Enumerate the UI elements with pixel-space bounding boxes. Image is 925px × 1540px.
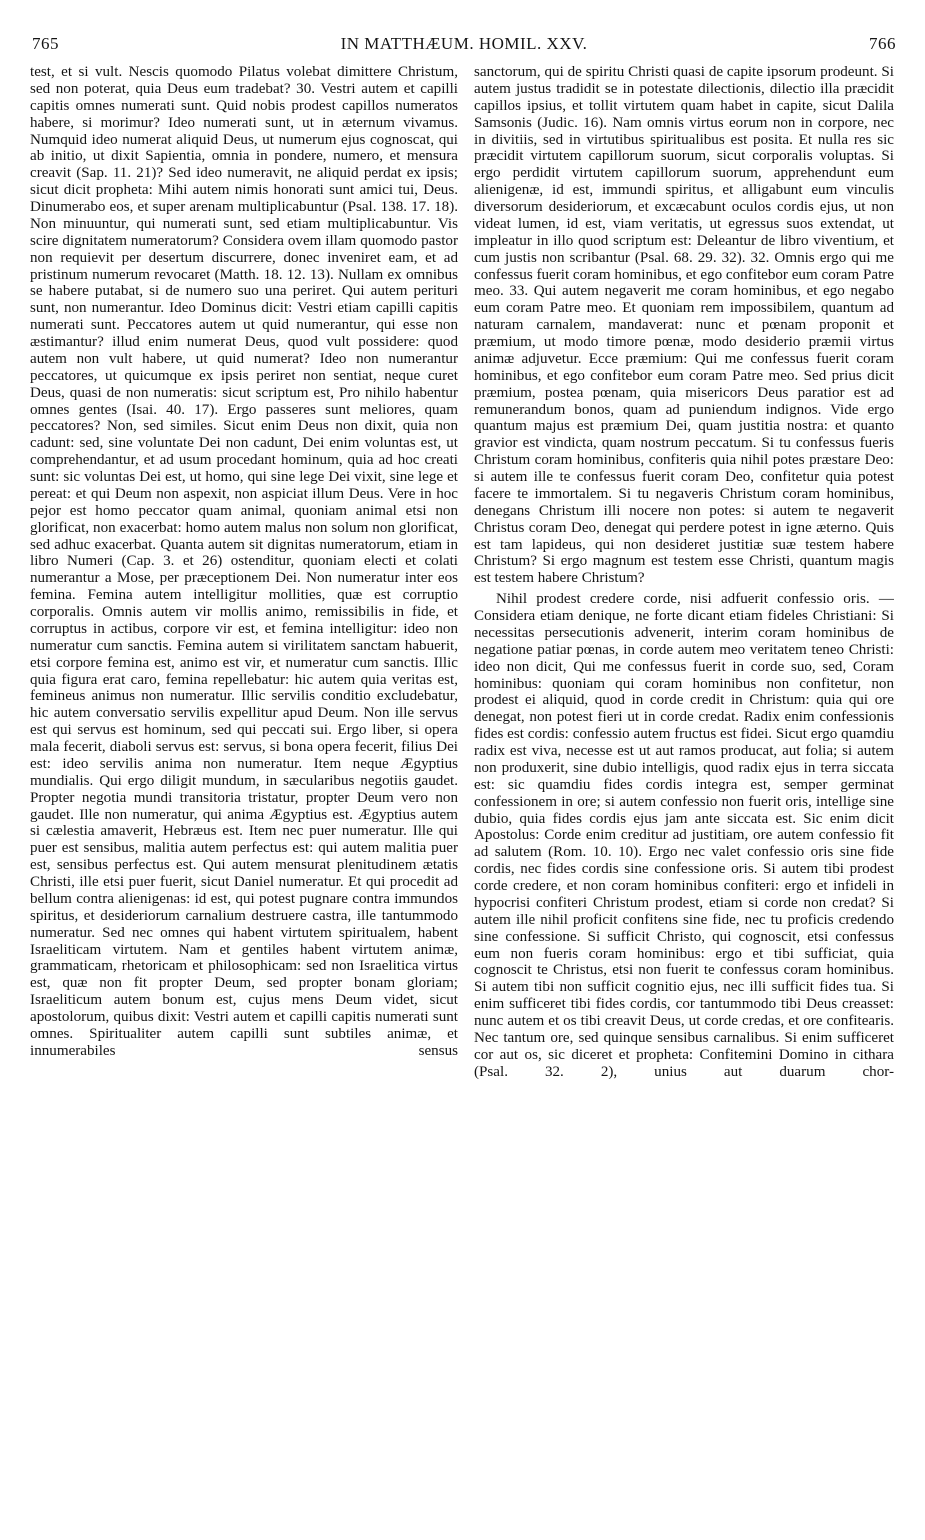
right-column-section-paragraph: Nihil prodest credere corde, nisi adfuerit confessio oris. — Considera etiam denique, ne forte dicant etiam fideles Christiani: Si necessitas persecutionis advenerit, interim coram hominibus de negatione patiar pœnas, in corde autem meo veritatem teneo Christi: ideo non dicit, Qui me confessus fuerit in corde suo, sed, Coram hominibus: quoniam qui coram hominibus non confitetur, non prodest ei aliquid, quod in corde credit in Christum: quia qui ore denegat, non potest fieri ut in corde credat. Radix enim confessionis fides est cordis: confessio autem fructus est fidei. Sicut ergo quamdiu radix est viva, necesse est ut aut ramos producat, aut folia; si autem non produxerit, sine dubio intelligis, quod radix ejus in terra siccata est: sic quamdiu fides cordis integra est, semper germinat confessionem in ore; si autem confessio non fuerit oris, intellige sine dubio, quia fides cordis ejus jam ante siccata est. Sic enim dicit Apostolus: Corde enim creditur ad justitiam, ore autem confessio fit ad salutem (Rom. 10. 10). Ergo nec valet confessio oris sine fide cordis, nec fides cordis sine confessione oris. Si autem tibi prodest corde credere, et non coram hominibus confiteri: ergo et infideli in hypocrisi confiteri Christum prodest, etiam si corde non credat? Si autem ille nihil proficit confitens sine fide, nec tu proficis credendo sine confessione. Si sufficit Christo, qui cognoscit, etsi confessus eum non fueris coram hominibus: ergo et tibi sufficiat, quia cognoscit te Christus, etsi non fuerit te confessus coram hominibus. Si autem tibi non sufficit cognitio ejus, nec illi sufficit fides tua. Si enim sufficeret tibi fides cordis, cor tantummodo tibi Deus creasset: nunc autem et os tibi creavit Deus, ut corde credas, et ore confitearis. Nec tantum ore, sed quinque sensibus carnalibus. Si enim sufficeret cor aut os, sic diceret et propheta: Confitemini Domino in cithara (Psal. 32. 2), unius aut duarum chor- xyxy=(474,591,894,1080)
running-title: IN MATTHÆUM. HOMIL. XXV. xyxy=(340,34,588,53)
page-number-right: 766 xyxy=(869,34,896,53)
running-header xyxy=(32,34,896,56)
page-number-left: 765 xyxy=(32,34,59,53)
right-column xyxy=(474,64,894,1526)
left-column-paragraph: test, et si vult. Nescis quomodo Pilatus volebat dimittere Christum, sed non poterat, quia Deus eum tradebat? 30. Vestri autem et capilli capitis omnes numerati sunt. Quid nobis prodest capillos numeratos habere, si morimur? Ideo numerati sunt, ut in æternum vivamus. Numquid ideo numerat aliquid Deus, ut numerum ejus cognoscat, qui ab initio, ut dixit Sapientia, omnia in pondere, numero, et mensura creavit (Sap. 11. 21)? Sed ideo numeravit, ne aliquid perdat ex ipsis; sicut dicit propheta: Mihi autem nimis honorati sunt amici tui, Deus. Dinumerabo eos, et super arenam multiplicabuntur (Psal. 138. 17. 18). Non minuuntur, qui numerati sunt, sed etiam multiplicabuntur. Vis scire dignitatem numeratorum? Considera ovem illam quomodo pastor non requievit per desertum discurrere, donec inveniret eam, et ad pristinum numerum revocaret (Matth. 18. 12. 13). Nullam ex omnibus se habere putabat, si de numero suo una periret. Qui autem perituri sunt, non numerantur. Ideo Dominus dicit: Vestri etiam capilli capitis numerati sunt. Peccatores autem ut quid numerantur, qui esse non æstimantur? illud enim numerat Deus, quod vult possidere: quod autem non vult habere, ut quid numerat? Ideo non numerantur peccatores, ut quicumque ex ipsis periret non sentiat, neque curet Deus, quasi de non numeratis: sicut scriptum est, Pro nihilo habentur omnes gentes (Isai. 40. 17). Ergo passeres sunt meliores, quam peccatores? Non, sed similes. Sicut enim Deus non dixit, quia non cadunt: sed, sine voluntate Dei non cadunt, Dei enim voluntas est, ut comprehendantur, et ad usum procedant hominum, quia ad hoc creati sunt: sic voluntas Dei est, ut homo, qui sine lege Dei vixit, sine lege et pereat: et qui Deum non aspexit, non aspiciat illum Deus. Vere in hoc pejor est homo peccator quam animal, quoniam animal etsi non glorificat, non exacerbat: homo autem malus non solum non glorificat, sed adhuc exacerbat. Quanta autem sit dignitas numeratorum, etiam in libro Numeri (Cap. 3. et 26) ostenditur, quoniam electi et colati numerantur a Mose, per præceptionem Dei. Non numeratur inter eos femina. Femina autem intelligitur mollities, quæ est corruptio corporalis. Omnis autem vir mollis animo, remissibilis in fide, et corruptus in actibus, corpore vir est, et femina intelligitur: ideo non numeratur cum sanctis. Femina autem si virilitatem sanctam habuerit, etsi corpore femina est, animo est vir, et numeratur cum sanctis. Illic quia figura erat caro, femina repellebatur: hic autem quia veritas est, femineus animus non numeratur. Illic servilis conditio excludebatur, hic autem conversatio servilis expellitur apud Deum. Non ille servus est qui servus est hominum, sed qui peccati sui. Ergo liber, si opera mala fecerit, diaboli servus est: servus, si bona opera fecerit, filius Dei est: ideo servilis anima non numeratur. Item neque Ægyptius mundialis. Qui ergo diligit mundum, in sæcularibus negotiis gaudet. Propter negotia mundi transitoria tristatur, propter Deum vero non gaudet. Ille non numeratur, qui anima Ægyptius est. Ægyptius autem si cælestia amaverit, Hebræus est. Item nec puer numeratur. Ille qui puer est sensibus, malitia autem perfectus est: qui autem malitia puer est, sensibus perfectus est. Qui autem mensurat plenitudinem ætatis Christi, ille etsi puer fuerit, sicut Daniel numeratur. Et qui procedit ad bellum contra alienigenas: id est, qui potest pugnare contra immundos spiritus, et desideriorum carnalium destruere castra, ille tantummodo numeratur. Sed nec omnes qui habent virtutem spiritualem, habent Israeliticam virtutem. Nam et gentiles habent virtutem animæ, grammaticam, rhetoricam et philosophicam: sed non Israelitica virtus est, quæ non fit propter Deum, sed propter bonam gloriam; Israeliticum autem bonum est, cujus mens Deum videt, sicut apostolorum, quibus dixit: Vestri autem et capilli capitis numerati sunt omnes. Spiritualiter autem capilli sunt subtiles animæ, et innumerabiles sensus xyxy=(30,64,458,1059)
right-column-paragraph: sanctorum, qui de spiritu Christi quasi de capite ipsorum prodeunt. Si autem justus tradidit se in potestate dilectionis, dilectio illa præcidit capillos ipsius, et tollit virtutem quam habet in capite, sicut Dalila Samsonis (Judic. 16). Nam omnis virtus eorum non in corpore, nec in divitiis, sed in virtutibus spiritualibus est posita. Et nulla res sic præcidit virtutem capillorum suorum, sicut corporalis voluptas. Si ergo perdidit virtutem capillorum suorum, apprehendunt eum alienigenæ, id est, immundi spiritus, et alligabunt eum vinculis diversorum desideriorum, et excæcabunt oculos cordis ejus, ut non videat lumen, id est, viam veritatis, ut egressus suos extendat, ut impleatur in illo quod scriptum est: Deleantur de libro viventium, et cum justis non scribantur (Psal. 68. 29. 32). 32. Omnis ergo qui me confessus fuerit coram hominibus, et ego confitebor eum coram Patre meo. 33. Qui autem negaverit me coram hominibus, et ego negabo eum coram Patre meo. Et quoniam rem impossibilem, quantum ad naturam carnalem, mandaverat: nunc et pœnam proponit et præmium, ut modo timore pœnæ, modo desiderio præmii virtus animæ adjuvetur. Ecce præmium: Qui me confessus fuerit coram hominibus, et ego confitebor eum coram Patre meo. Sed prius dicit præmium, postea pœnam, quia misericors Deus paratior est ad remunerandum bonos, quam ad puniendum indignos. Vide ergo quantum majus est præmium Dei, quam justitia nostra: et quanto gravior est vindicta, quam nostrum peccatum. Si tu confessus fueris Christum coram hominibus, confiteris quia nihil potes præstare Deo: si autem ille te confessus fuerit coram Deo, confitetur quia potest facere te immortalem. Si tu negaveris Christum coram hominibus, denegans Christum illi nocere non potes: si autem te negaverit Christus coram Deo, denegat qui perdere potest in igne æterno. Quis est tam lapideus, qui non desideret justitiæ suæ testem habere Christum? Si ergo magnum est testem esse Christi, quantum magis est testem habere Christum? xyxy=(474,64,894,587)
left-column xyxy=(30,64,458,1526)
